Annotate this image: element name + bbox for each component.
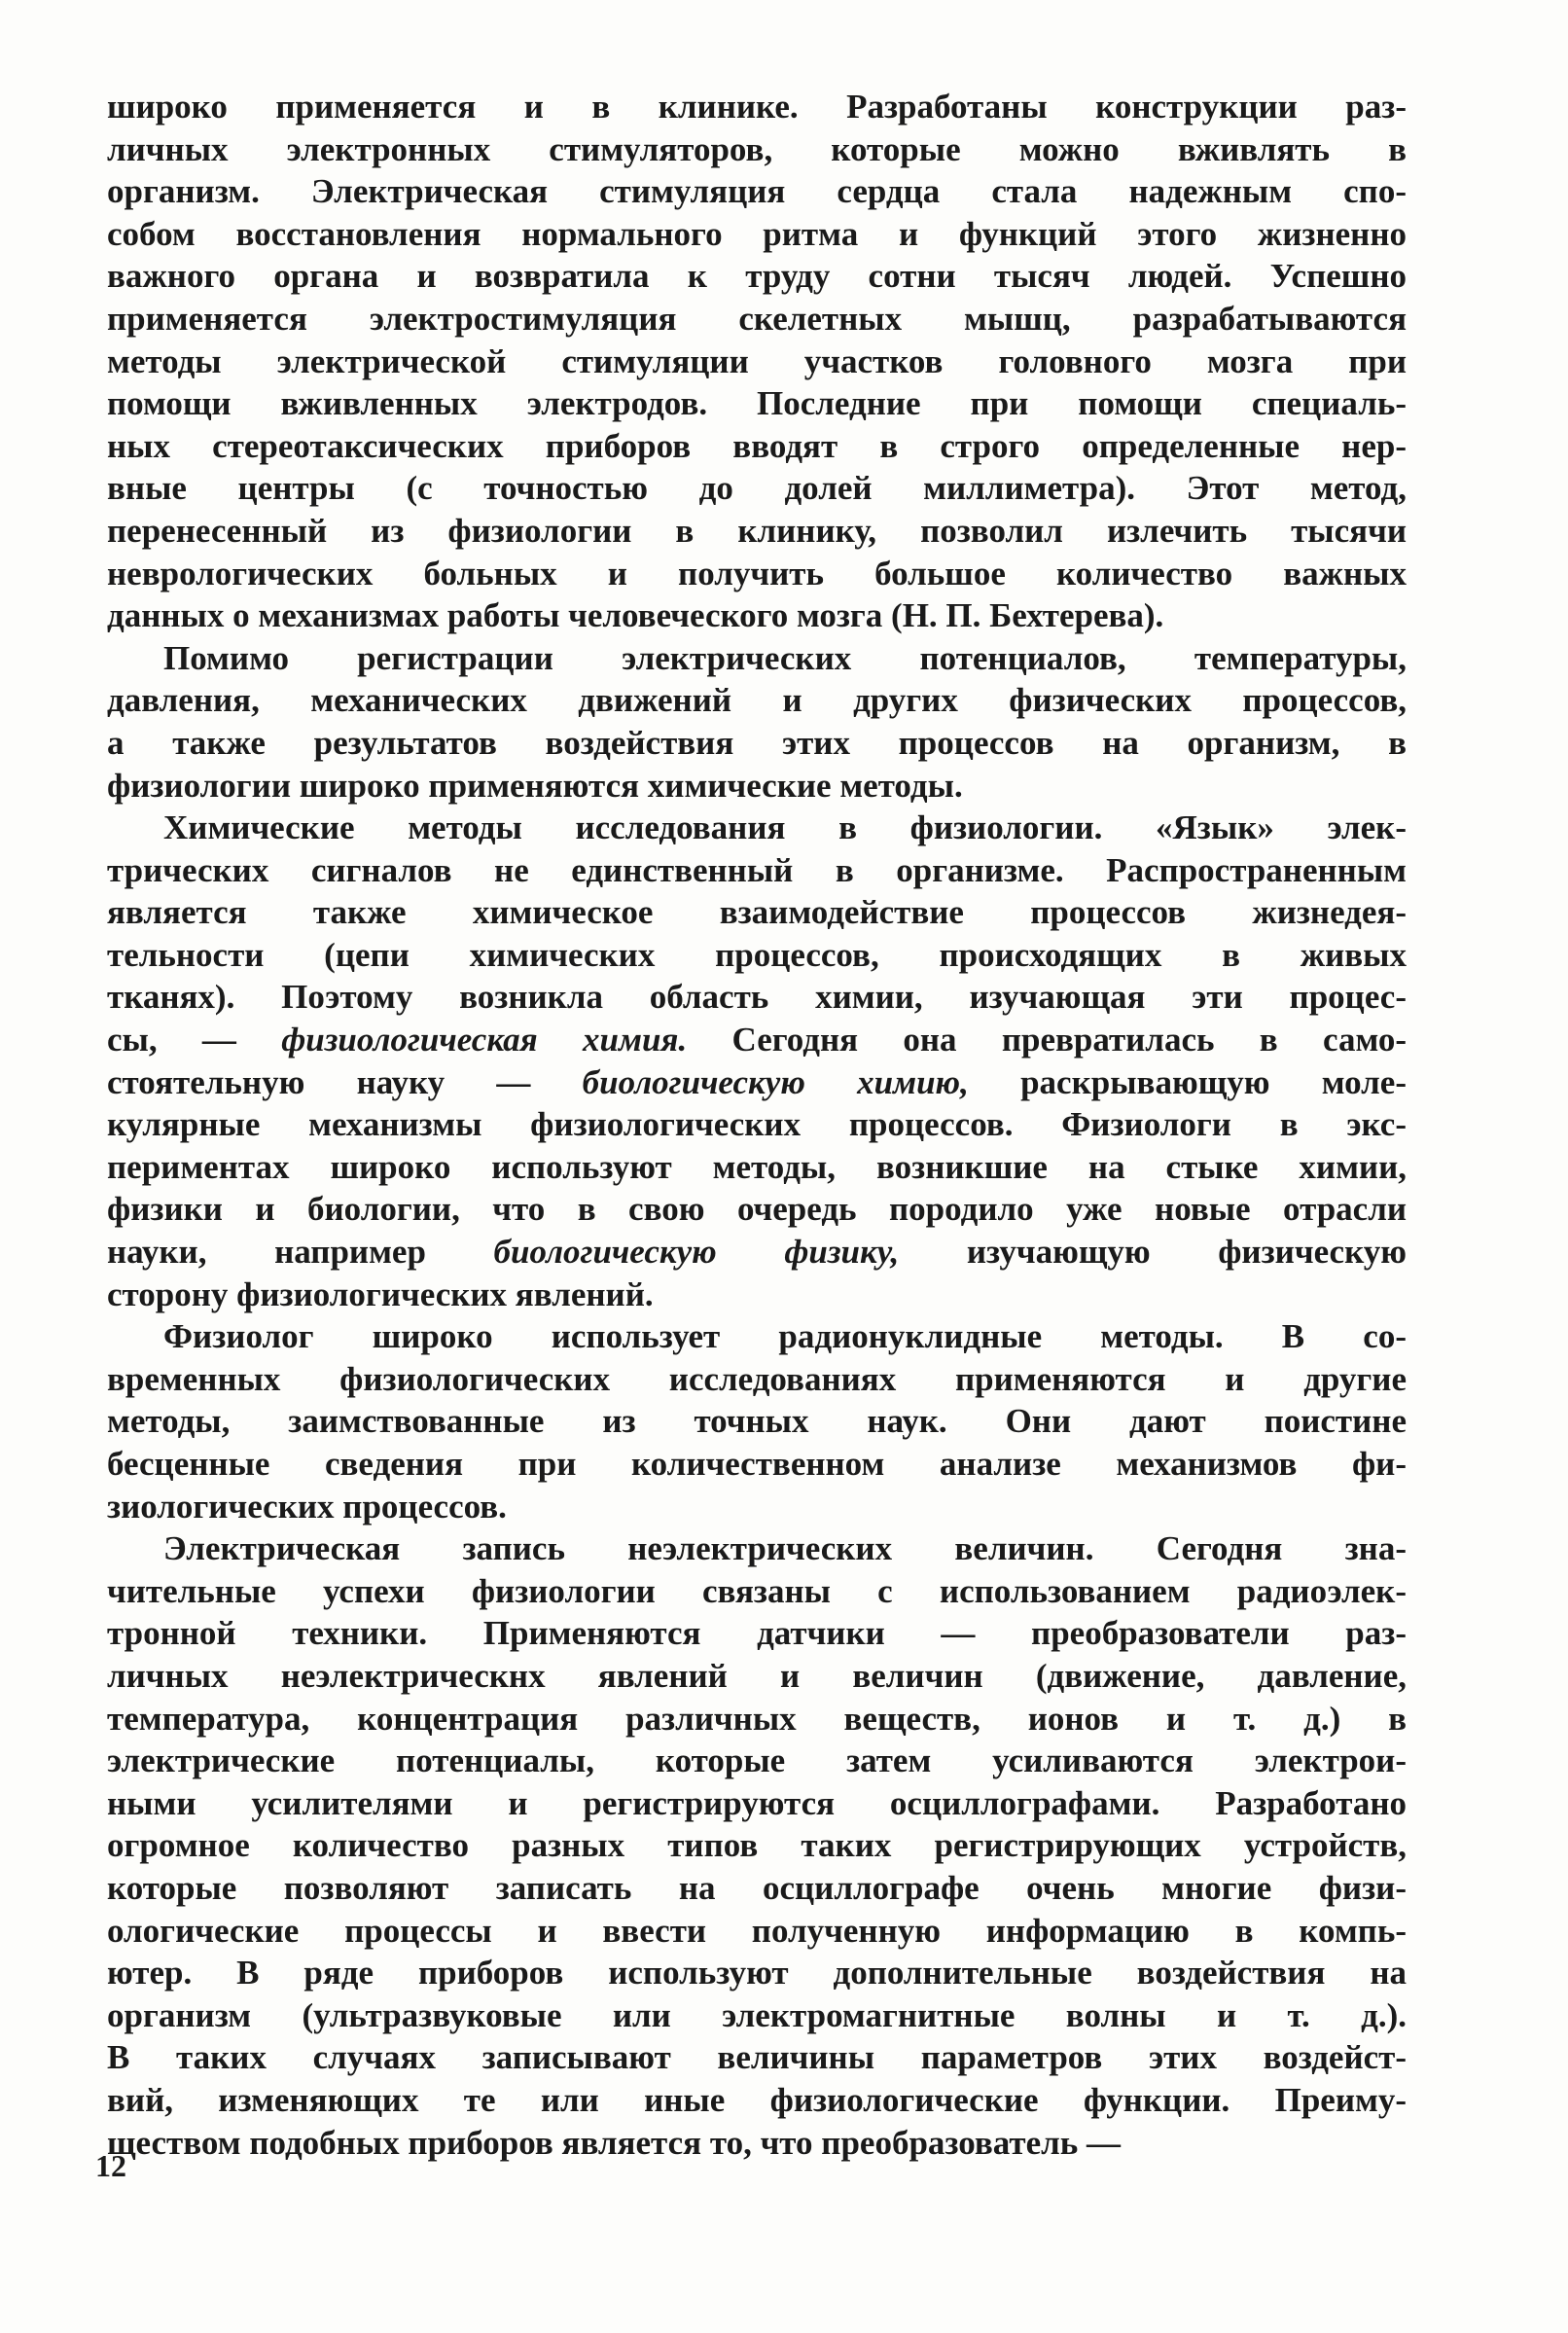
paragraph bbox=[107, 807, 1407, 1315]
text-line: сторону физиологических явлений. bbox=[107, 1274, 654, 1313]
text-line: Электрическая запись неэлектрических величин. Сегодня зна- bbox=[163, 1529, 1407, 1568]
italic-term: биологическую химию, bbox=[582, 1062, 969, 1101]
text-line: Физиолог широко использует радионуклидные методы. В со- bbox=[163, 1317, 1407, 1356]
text-line: помощи вживленных электродов. Последние при помощи специаль- bbox=[107, 384, 1407, 423]
line-text: изучающую физическую bbox=[899, 1233, 1407, 1272]
text-line: применяется электростимуляция скелетных мышц, разрабатываются bbox=[107, 299, 1407, 338]
italic-term: физиологическая химия. bbox=[281, 1021, 688, 1059]
text-line bbox=[107, 1019, 1407, 1061]
text-line: данных о механизмах работы человеческого мозга (Н. П. Бехтерева). bbox=[107, 596, 1164, 635]
text-line: которые позволяют записать на осциллографе очень многие физи- bbox=[107, 1868, 1407, 1907]
text-line: электрические потенциалы, которые затем усиливаются электрои- bbox=[107, 1741, 1407, 1780]
paragraph bbox=[107, 637, 1407, 807]
line-text: стоятельную науку — bbox=[107, 1062, 583, 1101]
text-line: огромное количество разных типов таких регистрирующих устройств, bbox=[107, 1826, 1407, 1865]
paragraph bbox=[107, 86, 1407, 637]
text-line: периментах широко используют методы, возникшие на стыке химии, bbox=[107, 1147, 1407, 1186]
text-line: организм (ультразвуковые или электромагнитные волны и т. д.). bbox=[107, 1995, 1407, 2034]
text-line: временных физиологических исследованиях применяются и другие bbox=[107, 1359, 1407, 1398]
page-number: 12 bbox=[95, 2148, 126, 2183]
text-line: а также результатов воздействия этих процессов на организм, в bbox=[107, 723, 1407, 762]
text-line: тельности (цепи химических процессов, происходящих в живых bbox=[107, 935, 1407, 974]
text-line: Химические методы исследования в физиологии. «Язык» элек- bbox=[163, 808, 1407, 847]
text-line: является также химическое взаимодействие процессов жизнедея- bbox=[107, 893, 1407, 932]
text-line: важного органа и возвратила к труду сотни тысяч людей. Успешно bbox=[107, 257, 1407, 296]
text-line: личных электронных стимуляторов, которые можно вживлять в bbox=[107, 129, 1407, 168]
text-line: широко применяется и в клинике. Разработаны конструкции раз- bbox=[107, 88, 1407, 126]
text-line: вий, изменяющих те или иные физиологические функции. Преиму- bbox=[107, 2080, 1407, 2119]
paragraph bbox=[107, 1527, 1407, 2164]
italic-term: биологическую физику, bbox=[493, 1233, 900, 1272]
text-line: давления, механических движений и других физических процессов, bbox=[107, 681, 1407, 720]
text-line: зиологических процессов. bbox=[107, 1487, 507, 1525]
text-line: организм. Электрическая стимуляция сердца стала надежным спо- bbox=[107, 172, 1407, 211]
text-line: бесценные сведения при количественном анализе механизмов фи- bbox=[107, 1445, 1407, 1483]
text-line: трических сигналов не единственный в организме. Распространенным bbox=[107, 850, 1407, 889]
text-line: ных стереотаксических приборов вводят в строго определенные нер- bbox=[107, 426, 1407, 465]
text-line: неврологических больных и получить большое количество важных bbox=[107, 554, 1407, 592]
text-line: физики и биологии, что в свою очередь породило уже новые отрасли bbox=[107, 1190, 1407, 1229]
text-line: личных неэлектрическнх явлений и величин (движение, давление, bbox=[107, 1656, 1407, 1695]
text-line: В таких случаях записывают величины параметров этих воздейст- bbox=[107, 2038, 1407, 2077]
text-line: тронной техники. Применяются датчики — преобразователи раз- bbox=[107, 1614, 1407, 1653]
text-line bbox=[107, 1061, 1407, 1104]
text-line: температура, концентрация различных веществ, ионов и т. д.) в bbox=[107, 1699, 1407, 1738]
line-text: раскрывающую моле- bbox=[968, 1062, 1407, 1101]
text-line: тканях). Поэтому возникла область химии, изучающая эти процес- bbox=[107, 978, 1407, 1017]
text-line: физиологии широко применяются химические методы. bbox=[107, 766, 963, 805]
text-line: ютер. В ряде приборов используют дополнительные воздействия на bbox=[107, 1954, 1407, 1992]
line-text: сы, — bbox=[107, 1021, 282, 1059]
text-line: методы электрической стимуляции участков головного мозга при bbox=[107, 341, 1407, 380]
text-column bbox=[107, 86, 1407, 2164]
text-line: ными усилителями и регистрируются осциллографами. Разработано bbox=[107, 1783, 1407, 1822]
text-line: кулярные механизмы физиологических процессов. Физиологи в экс- bbox=[107, 1105, 1407, 1144]
text-line: перенесенный из физиологии в клинику, позволил излечить тысячи bbox=[107, 511, 1407, 550]
text-line: собом восстановления нормального ритма и функций этого жизненно bbox=[107, 214, 1407, 253]
line-text: Сегодня она превратилась в само- bbox=[687, 1021, 1407, 1059]
paragraph bbox=[107, 1315, 1407, 1527]
line-text: науки, например bbox=[107, 1233, 494, 1272]
text-line: методы, заимствованные из точных наук. Они дают поистине bbox=[107, 1402, 1407, 1441]
text-line: вные центры (с точностью до долей миллиметра). Этот метод, bbox=[107, 469, 1407, 508]
text-line: Помимо регистрации электрических потенциалов, температуры, bbox=[163, 638, 1407, 677]
text-line: ществом подобных приборов является то, что преобразователь — bbox=[107, 2123, 1122, 2162]
text-line bbox=[107, 1231, 1407, 1274]
text-line: ологические процессы и ввести полученную информацию в компь- bbox=[107, 1911, 1407, 1950]
text-line: чительные успехи физиологии связаны с использованием радиоэлек- bbox=[107, 1571, 1407, 1610]
